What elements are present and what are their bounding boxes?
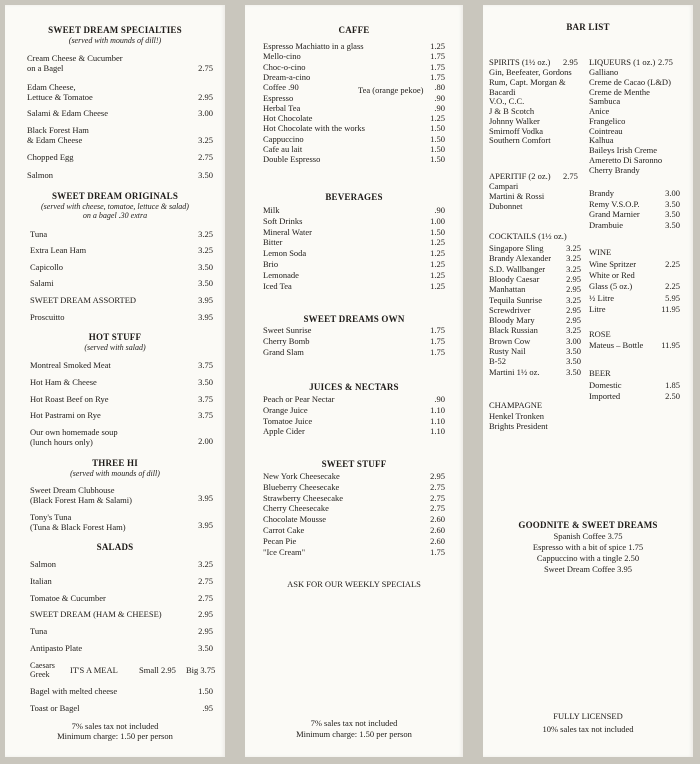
menu-item: Edam Cheese, Lettuce & Tomatoe (27, 82, 93, 102)
cocktail-item-price: 3.25 (566, 253, 581, 264)
beverage-item-price: 1.25 (430, 237, 445, 248)
juice-item: Orange Juice (263, 404, 308, 415)
menu-item-price: 3.50 (198, 262, 213, 272)
section-title-salads: SALADS (96, 542, 134, 552)
menu-item: Capicollo (30, 262, 64, 272)
wine-item-price: 5.95 (665, 292, 680, 303)
cocktail-item: Tequila Sunrise (489, 294, 542, 305)
beverage-item-price: 1.25 (430, 280, 445, 291)
juice-item-price: 1.10 (430, 415, 445, 426)
cocktail-item: Singapore Sling (489, 243, 544, 253)
dessert-item-price: 2.95 (430, 471, 445, 481)
juice-item: Apple Cider (263, 426, 305, 437)
goodnite-item: Spanish Coffee 3.75 (553, 531, 623, 541)
menu-item: Cream Cheese & Cucumber on a Bagel (27, 53, 123, 73)
beverage-item: Soft Drinks (263, 215, 303, 226)
caffe-item-price: 1.50 (430, 123, 445, 134)
menu-item-price: 3.50 (198, 170, 213, 180)
wine-item-price: 2.25 (665, 281, 680, 292)
dessert-item-price: 2.75 (430, 492, 445, 503)
section-note-originals-2: on a bagel .30 extra (82, 211, 148, 220)
beverage-item-price: 1.00 (430, 215, 445, 226)
menu-item-caesar-greek: Caesars Greek (30, 661, 55, 680)
rose-item: Mateus – Bottle (589, 340, 644, 350)
spirits-header: SPIRITS (1½ oz.) (489, 57, 551, 67)
section-title-specialties: SWEET DREAM SPECIALTIES (48, 25, 182, 35)
brandy-item-price: 3.50 (665, 209, 680, 219)
liqueurs-price: 2.75 (658, 57, 673, 67)
aperitif-price: 2.75 (563, 171, 578, 181)
section-title-goodnite: GOODNITE & SWEET DREAMS (518, 520, 658, 530)
caffe-item: Coffee .90 (263, 82, 299, 93)
beer-item: Imported (589, 390, 621, 401)
menu-item-price: 1.50 (198, 686, 213, 696)
spirits-price: 2.95 (563, 57, 578, 67)
menu-item: Tuna (30, 626, 48, 636)
menu-item: Sweet Dream Clubhouse (Black Forest Ham & Salami) (30, 485, 132, 505)
liqueurs-header: LIQUEURS (1 oz.) (589, 57, 656, 67)
beverage-item-price: 1.25 (430, 248, 445, 259)
juice-item-price: 1.10 (430, 426, 445, 437)
beverage-item: Mineral Water (263, 226, 312, 237)
menu-item-price: 3.25 (198, 229, 213, 239)
cocktail-item-price: 2.95 (566, 315, 581, 326)
section-note-hot-stuff: (served with salad) (84, 343, 146, 352)
cocktail-item-price: 2.95 (566, 304, 581, 315)
cocktail-item-price: 3.25 (566, 325, 581, 336)
tax-note: 7% sales tax not included (310, 718, 398, 728)
caffe-item-price: 1.75 (430, 51, 445, 62)
section-note-three-hi: (served with mounds of dill) (70, 469, 160, 478)
menu-item: SWEET DREAM (HAM & CHEESE) (30, 609, 162, 619)
dessert-item-price: 2.60 (430, 514, 445, 525)
menu-item-price: 2.75 (198, 152, 213, 162)
beverage-item-price: 1.50 (430, 226, 445, 237)
rose-header: ROSE (589, 329, 611, 339)
cocktail-item-price: 3.25 (566, 263, 581, 274)
menu-item-price: 3.25 (198, 559, 213, 569)
caffe-item-price: 1.50 (430, 144, 445, 154)
tax-note: 7% sales tax not included (71, 721, 159, 731)
beer-item: Domestic (589, 380, 622, 390)
dessert-item: Blueberry Cheesecake (263, 481, 340, 492)
menu-item-price: 3.50 (198, 377, 213, 387)
beverage-item-price: 1.25 (430, 269, 445, 280)
beverage-item: Lemon Soda (263, 248, 307, 259)
menu-item-price: 3.75 (198, 394, 213, 404)
juice-item: Tomatoe Juice (263, 415, 313, 426)
menu-item: Tony's Tuna (Tuna & Black Forest Ham) (30, 512, 126, 532)
menu-item-price: 2.00 (198, 436, 213, 446)
cocktail-item: Black Russian (489, 325, 538, 336)
juice-item: Peach or Pear Nectar (263, 394, 335, 404)
beverage-item: Bitter (263, 237, 283, 248)
section-title-caffe: CAFFE (338, 25, 370, 35)
menu-item: Salami & Edam Cheese (27, 108, 108, 118)
cocktails-header: COCKTAILS (1½ oz.) (489, 231, 567, 241)
wine-item: Wine Spritzer (589, 259, 637, 269)
rose-price: 11.95 (661, 340, 680, 350)
menu-item-price: 3.95 (198, 312, 213, 322)
menu-item-price: 3.25 (198, 245, 213, 255)
menu-item-price: 3.50 (198, 643, 213, 653)
menu-panel-drinks (245, 5, 463, 757)
menu-item-price: 3.95 (198, 295, 213, 305)
beverage-item: Iced Tea (263, 280, 292, 291)
caffe-item-price: 1.25 (430, 41, 445, 51)
wine-item: White or Red (589, 270, 635, 281)
cocktail-item-price: 2.95 (566, 284, 581, 295)
tax-note: 10% sales tax not included (542, 724, 634, 734)
beverage-item: Lemonade (263, 269, 299, 280)
caffe-item-price: .90 (434, 92, 445, 103)
section-note-originals: (served with cheese, tomatoe, lettuce & salad) (41, 202, 189, 211)
aperitif-list: Campari Martini & Rossi Dubonnet (489, 181, 545, 211)
beverage-item-price: .90 (434, 205, 445, 215)
cocktail-item-price: 3.00 (566, 335, 581, 346)
menu-item: Salami (30, 278, 54, 288)
menu-item-price: 3.95 (198, 493, 213, 503)
wine-item: Glass (5 oz.) (589, 281, 633, 292)
cocktail-item: Manhattan (489, 284, 526, 295)
beverage-item: Milk (263, 205, 280, 215)
brandy-item: Remy V.S.O.P. (589, 198, 640, 209)
caffe-item-price: 1.75 (430, 61, 445, 72)
brandy-item-price: 3.50 (665, 198, 680, 209)
menu-panel-bar (483, 5, 693, 757)
brandy-item-price: 3.50 (665, 219, 680, 230)
sweet-dreams-own-item-price: 1.75 (430, 335, 445, 346)
caffe-item: Herbal Tea (263, 102, 301, 113)
menu-item-price: 3.50 (198, 278, 213, 288)
cocktail-item-price: 3.50 (566, 366, 581, 377)
menu-item-price: 2.75 (198, 576, 213, 586)
beer-item-price: 2.50 (665, 390, 680, 401)
dessert-item: Carrot Cake (263, 525, 305, 535)
menu-item: Salmon (27, 170, 53, 180)
caffe-item: Hot Chocolate with the works (263, 123, 365, 134)
liqueurs-list: Galliano Creme de Cacao (L&D) Creme de Menthe Sambuca Anice Frangelico Cointreau Kalhua Baileys Irish Creme Ameretto Di Saronno Cherry Brandy (589, 67, 671, 175)
caffe-item-price: 1.25 (430, 113, 445, 124)
menu-item-price: 3.95 (198, 520, 213, 530)
sweet-dreams-own-item-price: 1.75 (430, 346, 445, 357)
menu-item: Antipasto Plate (30, 643, 83, 653)
cocktail-item: Martini 1½ oz. (489, 366, 540, 377)
caffe-item: Choc-o-cino (263, 61, 306, 72)
menu-item: Hot Pastrami on Rye (30, 410, 101, 420)
caffe-item: Espresso Machiatto in a glass (263, 41, 364, 51)
caffe-item-price: 1.50 (430, 133, 445, 144)
cocktail-item: Screwdriver (489, 304, 531, 315)
brandy-item-price: 3.00 (665, 188, 680, 198)
caffe-item: Cappuccino (263, 133, 304, 144)
juice-item-price: .90 (434, 394, 445, 404)
section-title-bar-list: BAR LIST (566, 22, 610, 32)
dessert-item-price: 2.75 (430, 481, 445, 492)
menu-item-price: 3.00 (198, 108, 213, 118)
menu-item-price: 2.95 (198, 92, 213, 102)
caffe-item: Hot Chocolate (263, 113, 313, 124)
brandy-item: Brandy (589, 188, 615, 198)
cocktail-item-price: 3.25 (566, 294, 581, 305)
menu-item-price: 3.75 (198, 410, 213, 420)
caffe-item-price: .80 (434, 82, 445, 93)
cocktail-item: Brown Cow (489, 335, 531, 346)
wine-item: ½ Litre (589, 292, 615, 303)
section-title-hot-stuff: HOT STUFF (88, 332, 142, 342)
caffe-item: Dream-a-cino (263, 71, 311, 82)
beverage-item: Brio (263, 259, 279, 269)
menu-item-price-big: Big 3.75 (186, 665, 216, 675)
spirits-list: Gin, Beefeater, Gordons Rum, Capt. Morgan & Bacardi V.O., C.C. J & B Scotch Johnny Walker Smirnoff Vodka Southern Comfort (489, 67, 572, 146)
menu-item: Salmon (30, 559, 56, 569)
wine-item-price: 11.95 (661, 303, 680, 314)
dessert-item: Strawberry Cheesecake (263, 492, 344, 503)
section-title-juices: JUICES & NECTARS (309, 382, 399, 392)
wine-item: Litre (589, 303, 606, 314)
menu-item-price-small: Small 2.95 (139, 665, 176, 675)
cocktail-item: S.D. Wallbanger (489, 263, 546, 274)
goodnite-item: Sweet Dream Coffee 3.95 (543, 564, 633, 574)
champagne-list: Henkel Tronken Brights President (489, 411, 548, 431)
brandy-item: Grand Marnier (589, 209, 640, 219)
menu-item: Chopped Egg (27, 152, 74, 162)
menu-item-price: 3.75 (198, 360, 213, 370)
cocktail-item: Rusty Nail (489, 346, 526, 356)
menu-item: Italian (30, 576, 52, 586)
menu-item: Tomatoe & Cucumber (30, 593, 106, 603)
goodnite-item: Espresso with a bit of spice 1.75 (532, 542, 644, 552)
caffe-item: Double Espresso (263, 154, 321, 165)
cocktail-item: Brandy Alexander (489, 253, 552, 264)
beer-item-price: 1.85 (665, 380, 680, 390)
wine-header: WINE (589, 247, 612, 257)
cocktail-item-price: 3.50 (566, 346, 581, 356)
menu-panel-food (5, 5, 225, 757)
sweet-dreams-own-item: Cherry Bomb (263, 335, 310, 346)
dessert-item: Chocolate Mousse (263, 514, 327, 525)
menu-item: SWEET DREAM ASSORTED (30, 295, 137, 305)
cocktail-item-price: 2.95 (566, 273, 581, 284)
menu-item-price: .95 (202, 703, 213, 713)
sweet-dreams-own-item-price: 1.75 (430, 325, 445, 335)
cocktail-item-price: 3.50 (566, 356, 581, 367)
wine-item-price: 2.25 (665, 259, 680, 269)
dessert-item: Pecan Pie (263, 535, 297, 546)
fully-licensed-note: FULLY LICENSED (553, 711, 623, 721)
menu-item: Tuna (30, 229, 48, 239)
minimum-charge-note: Minimum charge: 1.50 per person (57, 731, 173, 741)
caffe-item: Mello-cino (263, 51, 301, 62)
menu-item-price: 2.75 (198, 593, 213, 603)
beverage-item-price: 1.25 (430, 259, 445, 269)
section-title-originals: SWEET DREAM ORIGINALS (51, 191, 179, 201)
menu-item-price: 3.25 (198, 135, 213, 145)
menu-item-price: 2.75 (198, 63, 213, 73)
dessert-item-price: 1.75 (430, 546, 445, 557)
cocktail-item: Bloody Caesar (489, 273, 540, 284)
juice-item-price: 1.10 (430, 404, 445, 415)
cocktail-item: Bloody Mary (489, 315, 535, 326)
menu-item: Our own homemade soup (lunch hours only) (30, 427, 118, 447)
menu-item: Black Forest Ham & Edam Cheese (27, 125, 89, 145)
section-note-specialties: (served with mounds of dill!) (68, 36, 162, 45)
dessert-item-price: 2.75 (430, 503, 445, 514)
caffe-item: Espresso (263, 92, 294, 103)
menu-item: Montreal Smoked Meat (30, 360, 111, 370)
sweet-dreams-own-item: Grand Slam (263, 346, 304, 357)
menu-item-price: 2.95 (198, 626, 213, 636)
sweet-dreams-own-item: Sweet Sunrise (263, 325, 312, 335)
cocktail-item: B-52 (489, 356, 506, 367)
section-title-sweet-stuff: SWEET STUFF (321, 459, 387, 469)
caffe-item-price: 1.75 (430, 71, 445, 82)
dessert-item: "Ice Cream" (263, 546, 306, 557)
dessert-item: Cherry Cheesecake (263, 503, 329, 514)
menu-item: Bagel with melted cheese (30, 686, 118, 696)
meal-label: IT'S A MEAL (70, 665, 118, 675)
dessert-item-price: 2.60 (430, 525, 445, 535)
dessert-item-price: 2.60 (430, 535, 445, 546)
menu-item: Proscuitto (30, 312, 65, 322)
menu-item: Extra Lean Ham (30, 245, 87, 255)
caffe-item-price: .90 (434, 102, 445, 113)
cocktail-item-price: 3.25 (566, 243, 581, 253)
tea-note: Tea (orange pekoe) (358, 85, 424, 95)
weekly-specials-note: ASK FOR OUR WEEKLY SPECIALS (287, 579, 421, 589)
caffe-item-price: 1.50 (430, 154, 445, 165)
champagne-header: CHAMPAGNE (489, 400, 543, 410)
aperitif-header: APERITIF (2 oz.) (489, 171, 551, 181)
menu-item-price: 2.95 (198, 609, 213, 619)
minimum-charge-note: Minimum charge: 1.50 per person (296, 729, 412, 739)
section-title-beverages: BEVERAGES (325, 192, 383, 202)
brandy-item: Drambuie (589, 219, 623, 230)
beer-header: BEER (589, 368, 611, 378)
menu-item: Hot Ham & Cheese (30, 377, 97, 387)
menu-item: Hot Roast Beef on Rye (30, 394, 109, 404)
caffe-item: Cafe au lait (263, 144, 303, 154)
section-title-three-hi: THREE HI (92, 458, 138, 468)
goodnite-item: Cappuccino with a tingle 2.50 (536, 553, 640, 563)
section-title-sweet-dreams-own: SWEET DREAMS OWN (303, 314, 405, 324)
menu-item: Toast or Bagel (30, 703, 80, 713)
dessert-item: New York Cheesecake (263, 471, 340, 481)
